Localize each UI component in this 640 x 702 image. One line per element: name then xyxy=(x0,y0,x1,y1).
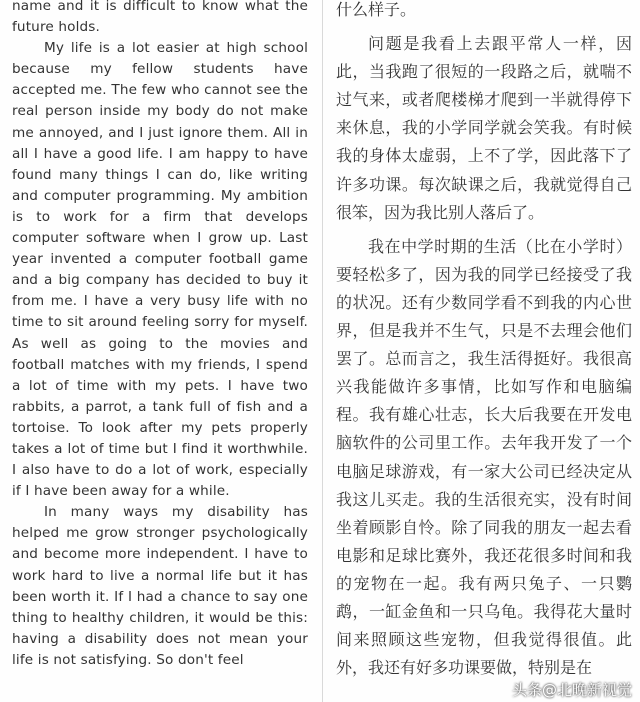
chinese-paragraph: 问题是我看上去跟平常人一样，因此，当我跑了很短的一段路之后，就喘不过气来，或者爬楼梯才爬到一半就得停下来休息，我的小学同学就会笑我。有时候我的身体太虚弱，上不了学，因此落下了许多功课。每次缺课之后，我就觉得自己很笨，因为我比别人落后了。 xyxy=(336,34,632,222)
english-paragraph: My life is a lot easier at high school because my fellow students have accepted me. The few who cannot see the real person inside my body do not make me annoyed, and I just ignore them. All in all I have a good life. I am happy to have found many things I can do, like writing and computer programming. My ambition is to work for a firm that develops computer software when I grow up. Last year invented a computer football game and a big company has decided to buy it from me. I have a very busy life with no time to sit around feeling sorry for myself. As well as going to the movies and football matches with my friends, I spend a lot of time with my pets. I have two rabbits, a parrot, a tank full of fish and a tortoise. To look after my pets properly takes a lot of time but I find it worthwhile. I also have to do a lot of work, especially if I have been away for a while. xyxy=(12,40,308,500)
english-paragraph: In many ways my disability has helped me grow stronger psychologically and become more independent. I have to work hard to live a normal life but it has been worth it. If I had a chance to say one thing to healthy children, it would be this: having a disability does not mean your life is not satisfying. So don't feel xyxy=(12,504,308,668)
chinese-paragraph: 我在中学时期的生活（比在小学时）要轻松多了，因为我的同学已经接受了我的状况。还有少数同学看不到我的内心世界，但是我并不生气，只是不去理会他们罢了。总而言之，我生活得挺好。我很高兴我能做许多事情，比如写作和电脑编程。我有雄心壮志，长大后我要在开发电脑软件的公司里工作。去年我开发了一个电脑足球游戏，有一家大公司已经决定从我这儿买走。我的生活很充实，没有时间坐着顾影自怜。除了同我的朋友一起去看电影和足球比赛外，我还花很多时间和我的宠物在一起。我有两只兔子、一只鹦鹉，一缸金鱼和一只乌龟。我得花大量时间来照顾这些宠物，但我觉得很值。此外，我还有好多功课要做，特别是在 xyxy=(336,236,632,678)
chinese-paragraph: 什么样子。 xyxy=(336,0,417,19)
column-divider xyxy=(322,0,323,702)
chinese-column xyxy=(336,0,632,682)
watermark: 头条@北晚新视觉 xyxy=(511,681,632,699)
english-column xyxy=(12,0,308,671)
english-paragraph: name and it is difficult to know what the future holds. xyxy=(12,0,308,36)
